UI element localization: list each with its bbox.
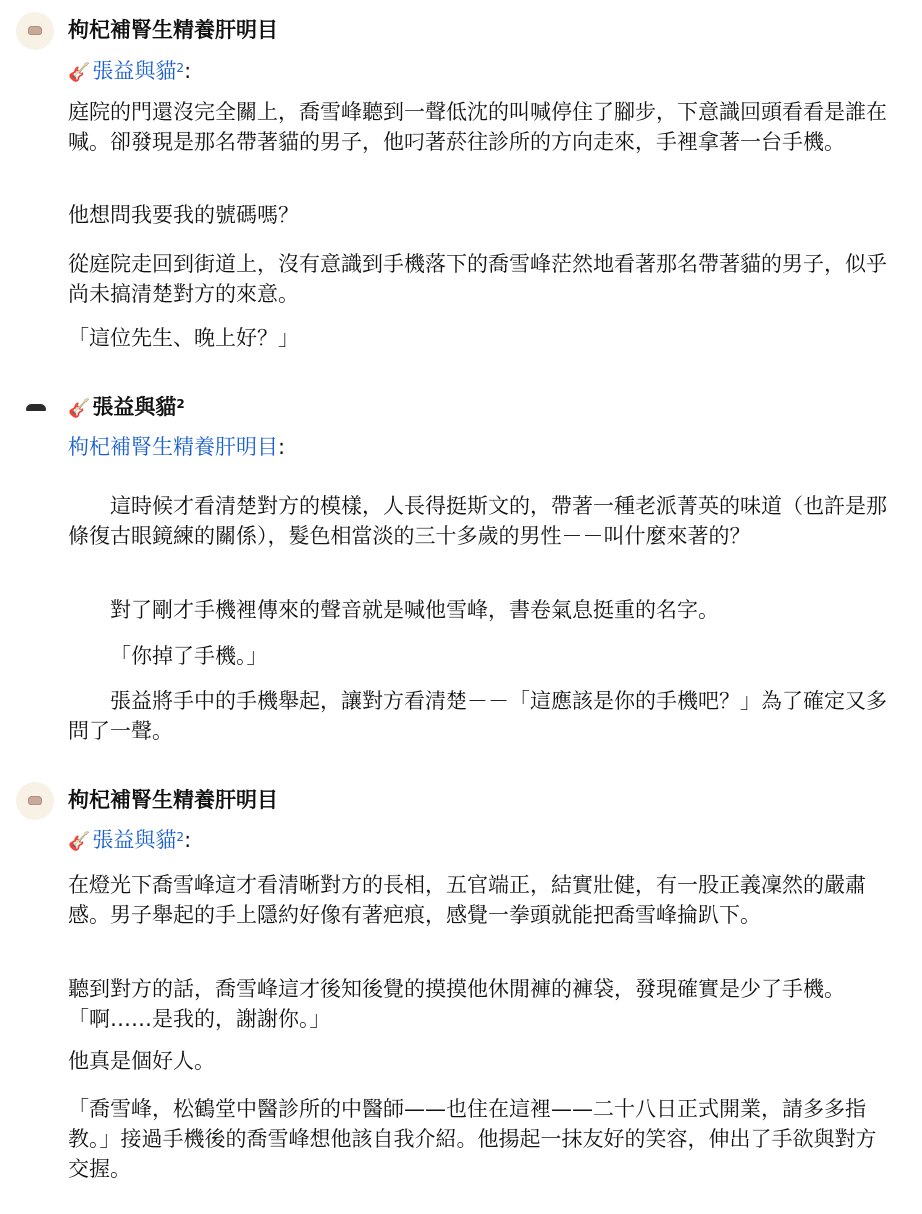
post-paragraph: 在燈光下喬雪峰這才看清晰對方的長相，五官端正，結實壯健，有一股正義凜然的嚴肅感。男子舉起的手上隱約好像有著疤痕，感覺一拳頭就能把喬雪峰掄趴下。 <box>68 873 866 927</box>
reply-to: 枸杞補腎生精養肝明目: <box>68 435 286 459</box>
avatar[interactable] <box>16 388 54 426</box>
reply-to-link[interactable]: 張益與貓$^2$ <box>92 828 185 852</box>
post-author[interactable]: 枸杞補腎生精養肝明目 <box>68 788 278 812</box>
post-paragraph: 他想問我要我的號碼嗎？ <box>68 203 299 227</box>
avatar[interactable] <box>16 782 54 820</box>
post-paragraph: 這時候才看清楚對方的模樣，人長得挺斯文的，帶著一種老派菁英的味道（也許是那條復古眼鏡練的關係），髮色相當淡的三十多歲的男性－－叫什麼來著的？ <box>68 494 887 548</box>
post-paragraph: 聽到對方的話，喬雪峰這才後知後覺的摸摸他休閒褲的褲袋，發現確實是少了手機。「啊……是我的，謝謝你。」 <box>68 977 845 1031</box>
reply-to-link[interactable]: 張益與貓$^2$ <box>92 59 185 83</box>
guitar-icon: 🎸 <box>68 398 91 419</box>
post-paragraph: 庭院的門還沒完全關上，喬雪峰聽到一聲低沈的叫喊停住了腳步，下意識回頭看看是誰在喊。卻發現是那名帶著貓的男子，他叼著菸往診所的方向走來，手裡拿著一台手機。 <box>68 100 887 154</box>
reply-to-link[interactable]: 枸杞補腎生精養肝明目 <box>68 435 278 459</box>
post-paragraph: 他真是個好人。 <box>68 1049 215 1073</box>
guitar-icon: 🎸 <box>68 62 91 83</box>
post-paragraph: 張益將手中的手機舉起，讓對方看清楚－－「這應該是你的手機吧？」為了確定又多問了一聲。 <box>68 689 887 743</box>
reply-to: 🎸張益與貓$^2$: <box>68 57 191 87</box>
post-author[interactable]: 🎸張益與貓$^2$ <box>68 393 185 423</box>
post-paragraph: 「你掉了手機。」 <box>110 644 268 668</box>
post-paragraph: 對了剛才手機裡傳來的聲音就是喊他雪峰，書卷氣息挺重的名字。 <box>110 598 719 622</box>
post-author[interactable]: 枸杞補腎生精養肝明目 <box>68 18 278 42</box>
guitar-icon: 🎸 <box>68 831 91 852</box>
reply-to: 🎸張益與貓$^2$: <box>68 826 191 856</box>
post-paragraph: 「喬雪峰，松鶴堂中醫診所的中醫師——也住在這裡——二十八日正式開業，請多多指教。」接過手機後的喬雪峰想他該自我介紹。他揚起一抹友好的笑容，伸出了手欲與對方交握。 <box>68 1097 877 1181</box>
avatar[interactable] <box>16 12 54 50</box>
post-paragraph: 「這位先生、晚上好？」 <box>68 326 299 350</box>
post-paragraph: 從庭院走回到街道上，沒有意識到手機落下的喬雪峰茫然地看著那名帶著貓的男子，似乎尚未搞清楚對方的來意。 <box>68 252 887 306</box>
